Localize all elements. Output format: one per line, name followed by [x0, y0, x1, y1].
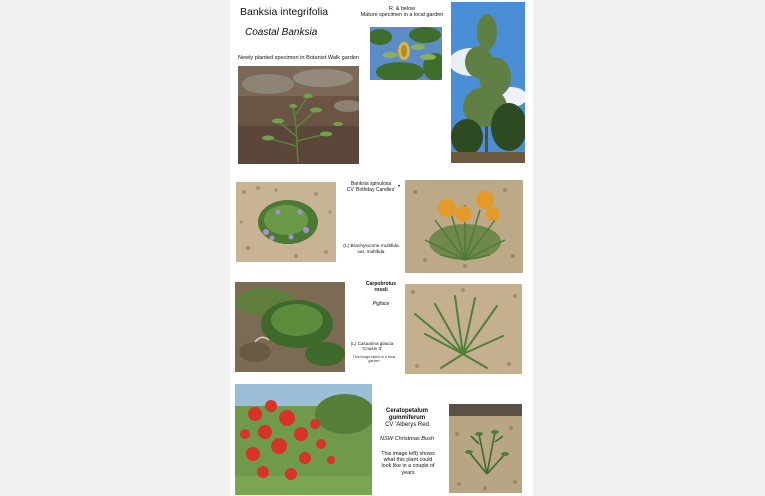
page-title: Banksia integrifolia	[240, 6, 329, 18]
photo-banksia-spinulosa	[405, 180, 523, 273]
caption-spinulosa-line1: Banksia spinulosa	[350, 181, 392, 187]
caption-brachy-line2: var. multifida	[357, 249, 385, 255]
bullet-marker: •	[398, 184, 401, 190]
photo-newly-planted	[238, 66, 359, 164]
photo-christmas-bush-young	[449, 404, 522, 493]
caption-carpobrotus	[361, 282, 401, 294]
page-subtitle: Coastal Banksia	[245, 27, 318, 38]
caption-nsw-christmas-bush: NSW Christmas Bush	[379, 436, 435, 442]
caption-mature-line1: R. & below	[388, 6, 416, 12]
caption-cera-line2: gummiferum	[388, 414, 426, 421]
photo-mature-tree	[451, 2, 525, 163]
caption-spinulosa-line2: CV 'Birthday Candles'	[346, 186, 396, 193]
photo-pigface	[405, 284, 522, 374]
caption-brachyscome	[336, 244, 406, 255]
caption-cera-line1: Ceratopetalum	[385, 408, 428, 414]
photo-brachyscome	[236, 182, 336, 262]
caption-growth-note: This image left) shows what this plant could look like in a couple of years	[381, 451, 435, 476]
caption-casuarina-note: This image taken in a local garden	[352, 355, 396, 364]
caption-banksia-spinulosa	[340, 182, 402, 194]
caption-casu-line1: (L) Casuarina glauca	[350, 341, 394, 346]
caption-casuarina	[344, 341, 400, 352]
photo-casuarina	[235, 282, 345, 372]
caption-carpo-line1: Carpobrotus	[366, 281, 396, 287]
caption-carpo-line2: rossii	[374, 286, 388, 293]
caption-cera-line3: CV 'Alberys Red	[385, 421, 429, 428]
caption-ceratopetalum	[374, 408, 440, 429]
caption-casu-line2: 'Cousin It'	[362, 346, 382, 352]
photo-banksia-flower	[370, 27, 442, 80]
photo-christmas-bush-mature	[235, 384, 372, 495]
caption-brachy-line1: (L) Brachyscome multifida	[343, 244, 399, 249]
caption-mature-line2: Mature specimen in a local garden	[360, 12, 444, 19]
caption-pigface: Pigface	[372, 301, 390, 307]
caption-newly-planted: Newly planted specimen in Botanist Walk garden	[238, 55, 360, 61]
caption-mature-specimen	[360, 6, 444, 18]
